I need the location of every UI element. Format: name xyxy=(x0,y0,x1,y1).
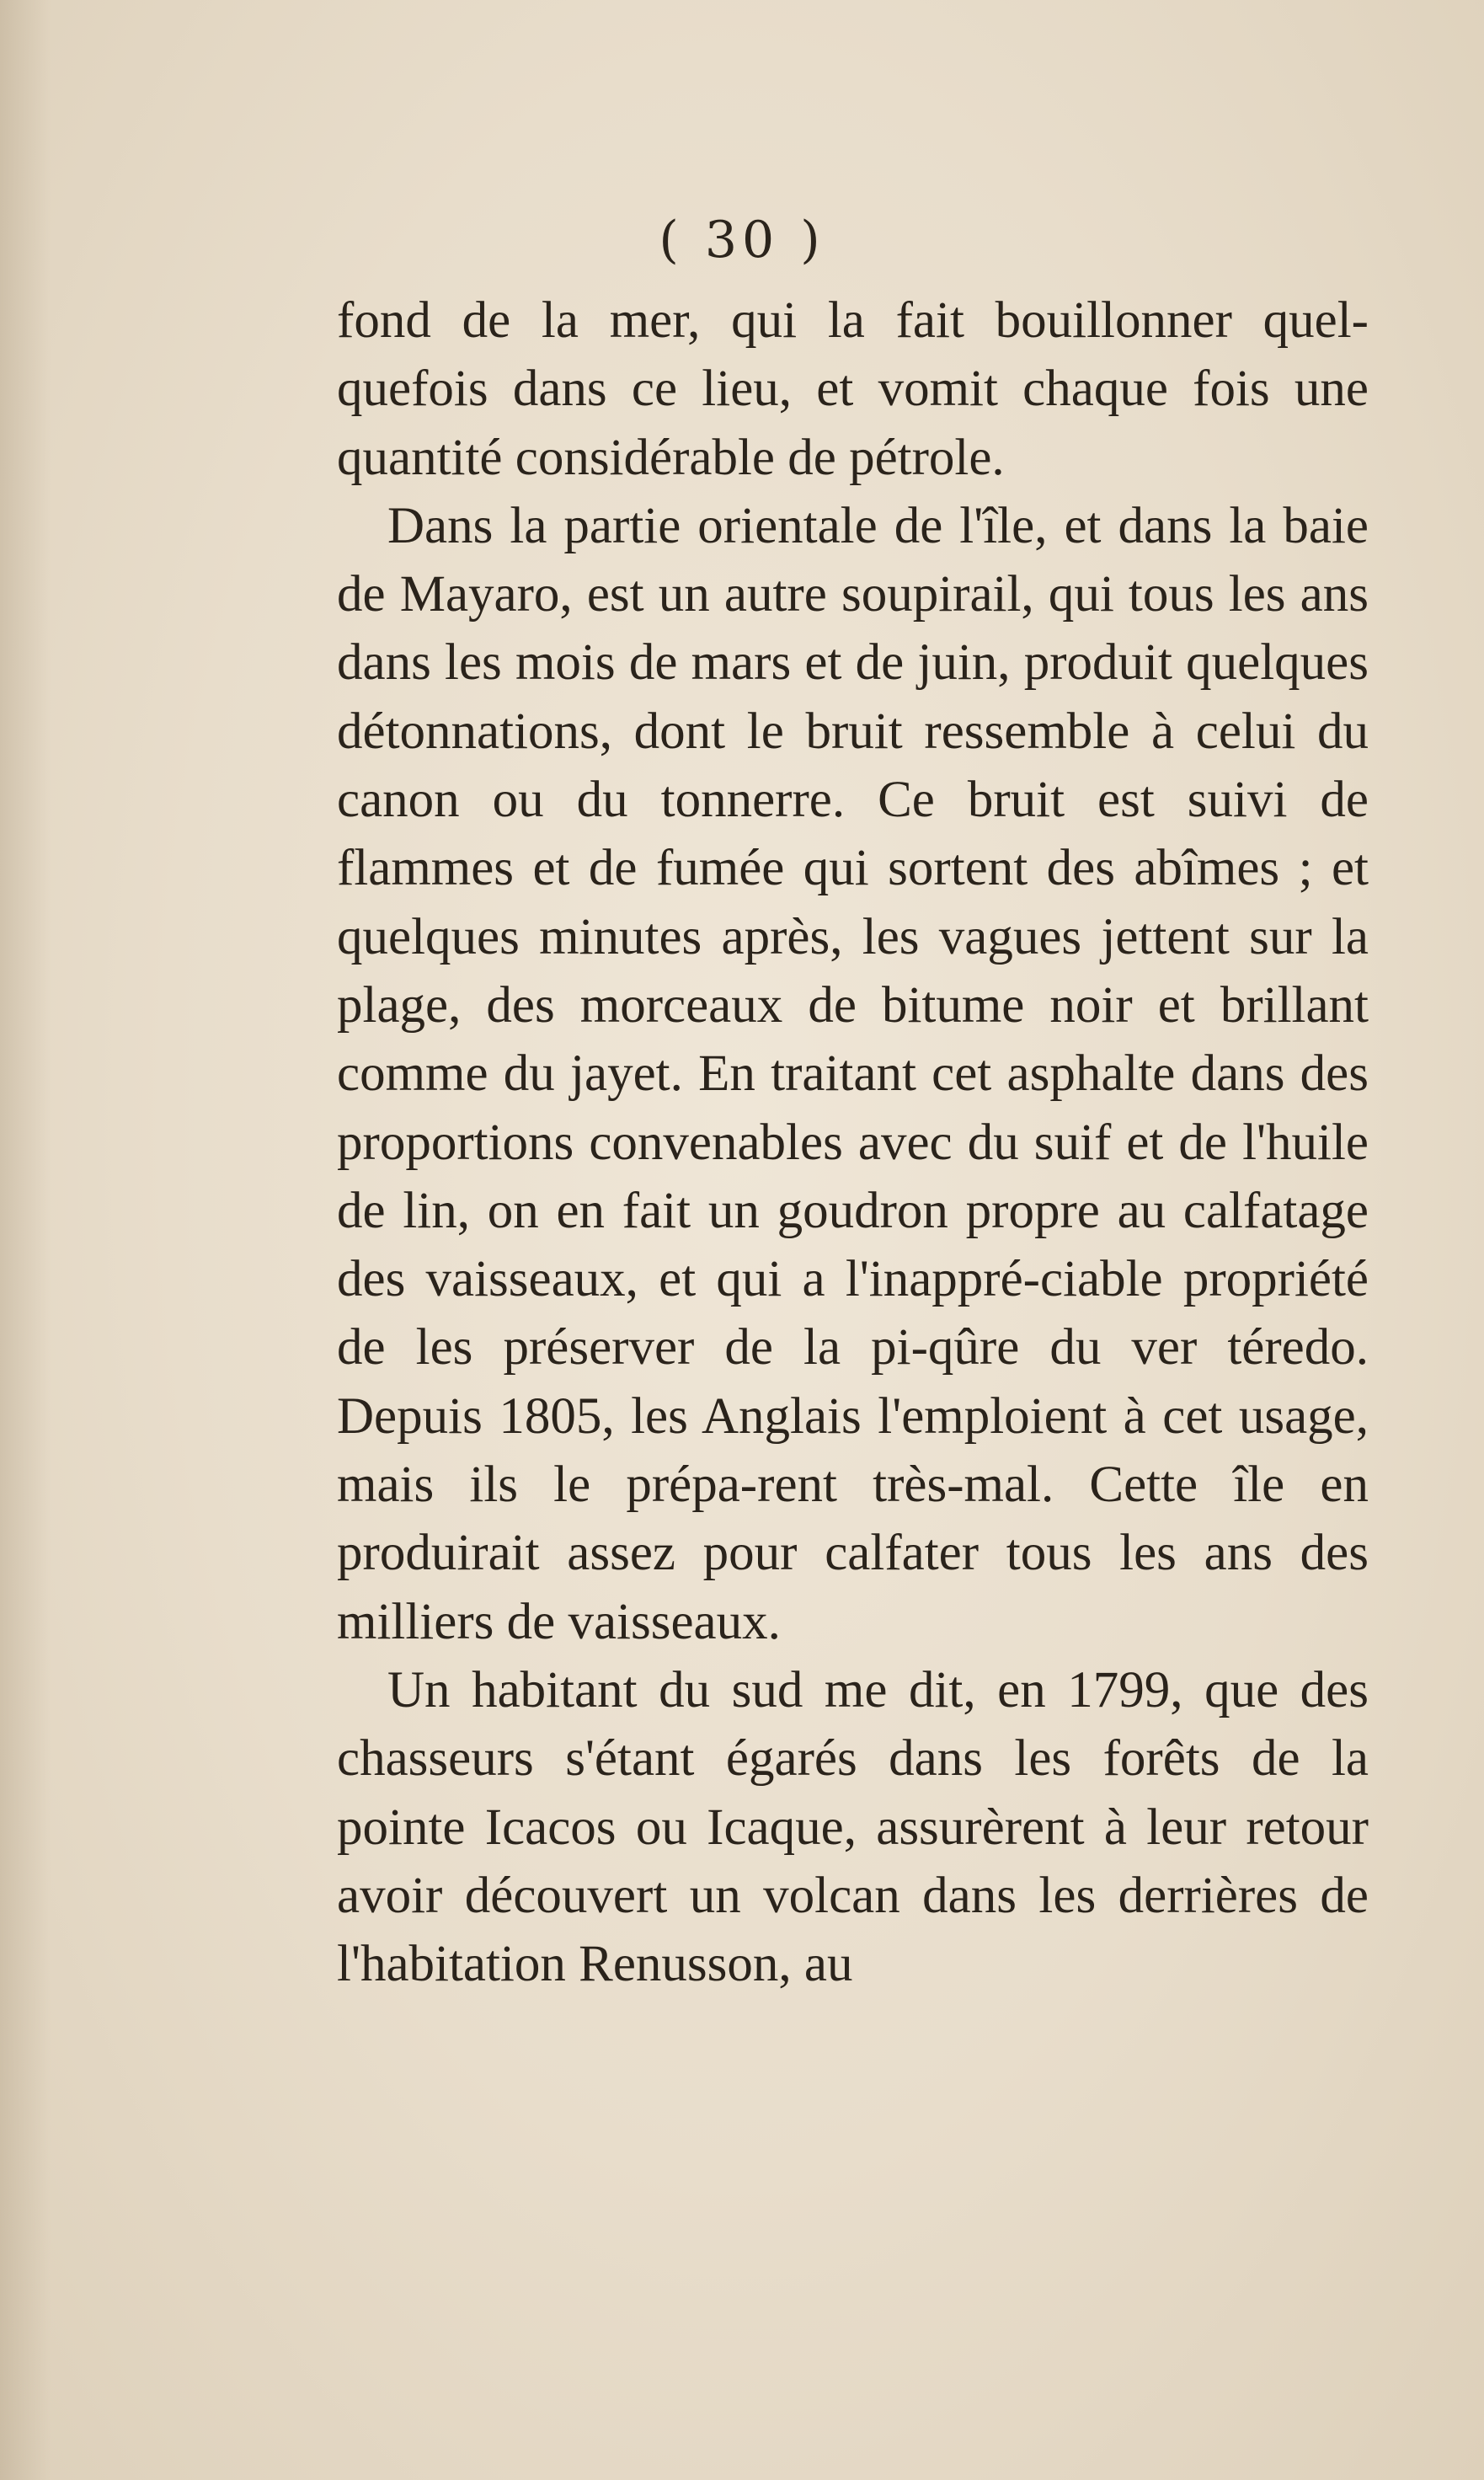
paragraph-3: Un habitant du sud me dit, en 1799, que des chasseurs s'étant égarés dans les forêts de la pointe Icacos ou Icaque, assurèrent à leur retour avoir découvert un volcan dans les derrières de l'habitation Renusson, au xyxy=(337,1661,1369,1993)
body-text xyxy=(337,286,1369,1998)
page-number: ( 30 ) xyxy=(659,211,825,270)
paragraph-2: Dans la partie orientale de l'île, et dans la baie de Mayaro, est un autre soupirail, qui tous les ans dans les mois de mars et de juin, produit quelques détonnations, dont le bruit ressemble à celui du canon ou du tonnerre. Ce bruit est suivi de flammes et de fumée qui sortent des abîmes ; et quelques minutes après, les vagues jettent sur la plage, des morceaux de bitume noir et brillant comme du jayet. En traitant cet asphalte dans des proportions convenables avec du suif et de l'huile de lin, on en fait un goudron propre au calfatage des vaisseaux, et qui a l'inappré-ciable propriété de les préserver de la pi-qûre du ver téredo. Depuis 1805, les Anglais l'emploient à cet usage, mais ils le prépa-rent très-mal. Cette île en produirait assez pour calfater tous les ans des milliers de vaisseaux. xyxy=(337,497,1369,1650)
spine-shadow xyxy=(0,0,51,2480)
paragraph-1: fond de la mer, qui la fait bouillonner quel-quefois dans ce lieu, et vomit chaque fois une quantité considérable de pétrole. xyxy=(337,292,1369,486)
